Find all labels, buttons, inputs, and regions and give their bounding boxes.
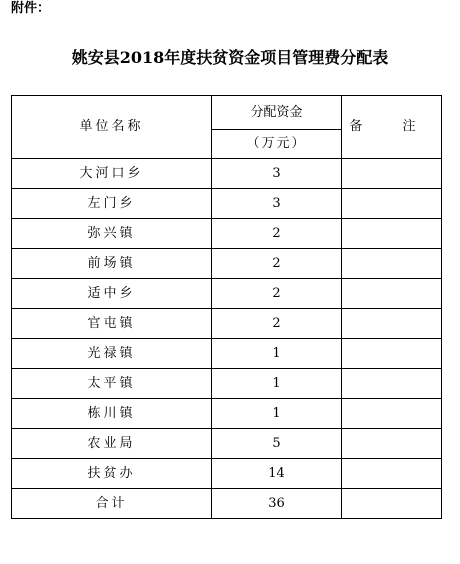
unit-name-cell: 农业局 bbox=[12, 429, 212, 459]
remarks-cell bbox=[342, 279, 442, 309]
table-row bbox=[12, 249, 442, 279]
amount-cell: 2 bbox=[212, 219, 342, 249]
amount-cell: 14 bbox=[212, 459, 342, 489]
remarks-cell bbox=[342, 189, 442, 219]
remarks-cell bbox=[342, 219, 442, 249]
header-unit-name: 单位名称 bbox=[12, 96, 212, 159]
header-funds-unit: （万元） bbox=[212, 130, 342, 159]
header-remarks: 备 注 bbox=[342, 96, 442, 159]
remarks-cell bbox=[342, 159, 442, 189]
table-row bbox=[12, 339, 442, 369]
table-row bbox=[12, 399, 442, 429]
amount-cell: 1 bbox=[212, 339, 342, 369]
remarks-cell bbox=[342, 429, 442, 459]
remarks-cell bbox=[342, 489, 442, 519]
amount-cell: 3 bbox=[212, 159, 342, 189]
unit-name-cell: 左门乡 bbox=[12, 189, 212, 219]
unit-name-cell: 光禄镇 bbox=[12, 339, 212, 369]
amount-cell: 1 bbox=[212, 399, 342, 429]
amount-cell: 5 bbox=[212, 429, 342, 459]
amount-cell: 3 bbox=[212, 189, 342, 219]
remarks-cell bbox=[342, 459, 442, 489]
table-row bbox=[12, 459, 442, 489]
unit-name-cell: 弥兴镇 bbox=[12, 219, 212, 249]
table-row bbox=[12, 429, 442, 459]
amount-cell: 2 bbox=[212, 279, 342, 309]
amount-cell: 1 bbox=[212, 369, 342, 399]
unit-name-cell: 适中乡 bbox=[12, 279, 212, 309]
unit-name-cell: 官屯镇 bbox=[12, 309, 212, 339]
table-row bbox=[12, 369, 442, 399]
allocation-table bbox=[11, 95, 442, 519]
header-allocated-funds: 分配资金 bbox=[212, 96, 342, 130]
table-row bbox=[12, 309, 442, 339]
amount-cell: 2 bbox=[212, 249, 342, 279]
unit-name-cell: 合计 bbox=[12, 489, 212, 519]
table-row bbox=[12, 279, 442, 309]
amount-cell: 2 bbox=[212, 309, 342, 339]
table-row bbox=[12, 159, 442, 189]
remarks-cell bbox=[342, 309, 442, 339]
unit-name-cell: 前场镇 bbox=[12, 249, 212, 279]
remarks-cell bbox=[342, 339, 442, 369]
table-row bbox=[12, 489, 442, 519]
remarks-cell bbox=[342, 399, 442, 429]
unit-name-cell: 扶贫办 bbox=[12, 459, 212, 489]
amount-cell: 36 bbox=[212, 489, 342, 519]
table-row bbox=[12, 189, 442, 219]
document-title: 姚安县2018年度扶贫资金项目管理费分配表 bbox=[71, 48, 389, 67]
table-row bbox=[12, 219, 442, 249]
unit-name-cell: 大河口乡 bbox=[12, 159, 212, 189]
header-row bbox=[12, 96, 442, 130]
unit-name-cell: 栋川镇 bbox=[12, 399, 212, 429]
remarks-cell bbox=[342, 369, 442, 399]
table-body bbox=[12, 96, 442, 519]
unit-name-cell: 太平镇 bbox=[12, 369, 212, 399]
remarks-cell bbox=[342, 249, 442, 279]
attachment-label: 附件： bbox=[11, 1, 51, 16]
